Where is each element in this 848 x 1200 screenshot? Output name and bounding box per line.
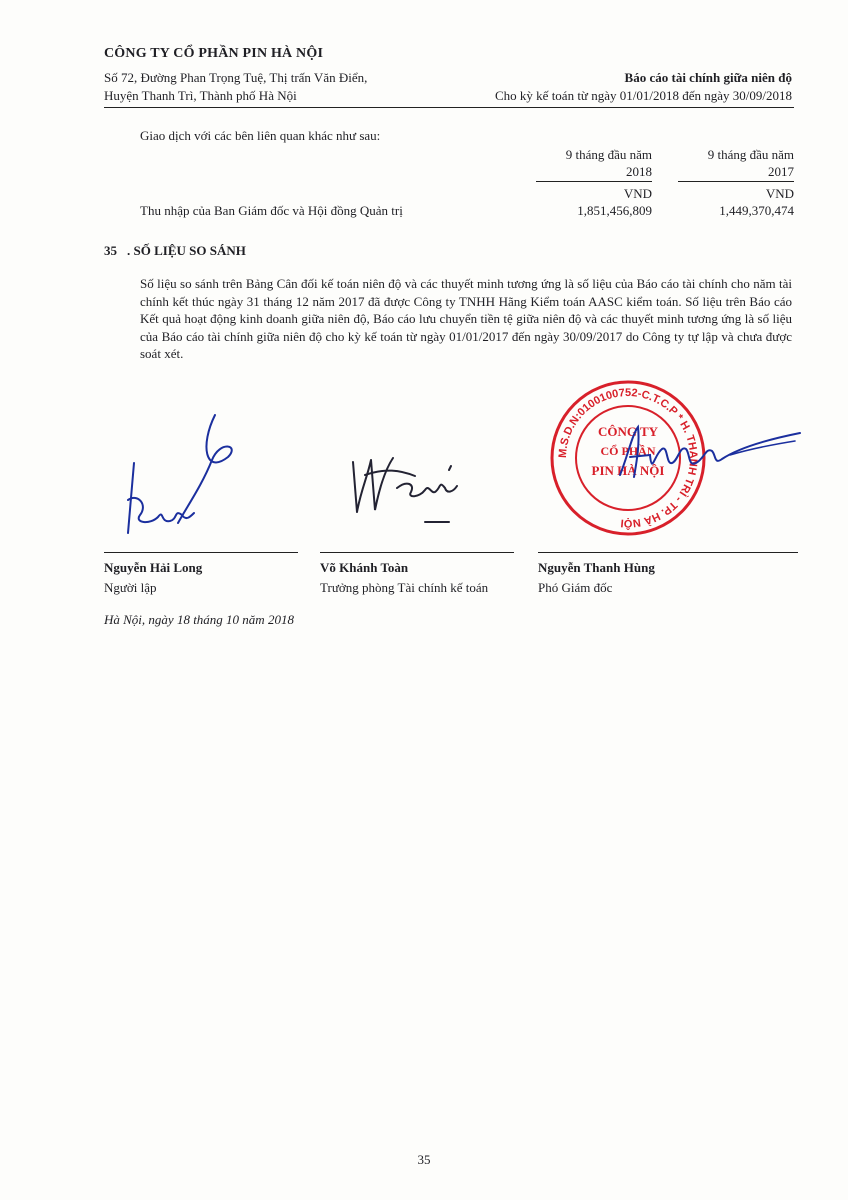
page-number: 35 (417, 1152, 431, 1167)
col2-underline (678, 181, 794, 182)
col1-currency: VND (623, 186, 652, 201)
stamp-ring-text: M.S.D.N:0100100752-C.T.C.P * H. THANH TRÌ - TP. HÀ NỘI (556, 386, 700, 530)
stamp-line1: CÔNG TY (597, 424, 659, 439)
section-number: 35 (104, 243, 117, 258)
stamp-line3: PIN HÀ NỘI (591, 463, 665, 478)
col2-heading: 9 tháng đầu năm (707, 147, 794, 162)
place-date: Hà Nội, ngày 18 tháng 10 năm 2018 (104, 612, 294, 627)
company-address-line2: Huyện Thanh Trì, Thành phố Hà Nội (104, 88, 297, 103)
row-value-2017: 1,449,370,474 (719, 203, 794, 218)
section-title: . SỐ LIỆU SO SÁNH (127, 243, 246, 258)
col1-underline (536, 181, 652, 182)
col2-currency: VND (765, 186, 794, 201)
related-party-intro: Giao dịch với các bên liên quan khác như sau: (140, 128, 381, 143)
row-label-income: Thu nhập của Ban Giám đốc và Hội đồng Quản trị (140, 203, 403, 218)
signatory-role-3: Phó Giám đốc (538, 580, 613, 595)
signatory-name-3: Nguyễn Thanh Hùng (538, 560, 655, 575)
signature-2 (345, 440, 475, 530)
col2-year: 2017 (768, 164, 794, 179)
company-name: CÔNG TY CỔ PHẦN PIN HÀ NỘI (104, 46, 324, 61)
company-address-line1: Số 72, Đường Phan Trọng Tuệ, Thị trấn Văn Điển, (104, 70, 368, 85)
signature-3 (610, 415, 805, 495)
signatory-name-2: Võ Khánh Toàn (320, 560, 409, 575)
report-title: Báo cáo tài chính giữa niên độ (624, 70, 792, 85)
signatory-role-1: Người lập (104, 580, 157, 595)
report-period: Cho kỳ kế toán từ ngày 01/01/2018 đến ngày 30/09/2018 (495, 88, 792, 103)
signatory-name-1: Nguyễn Hải Long (104, 560, 203, 575)
signature-line-1 (104, 552, 298, 553)
signature-line-2 (320, 552, 514, 553)
header-divider (104, 107, 794, 108)
col1-year: 2018 (626, 164, 652, 179)
signatory-role-2: Trưởng phòng Tài chính kế toán (320, 580, 489, 595)
col1-heading: 9 tháng đầu năm (565, 147, 652, 162)
row-value-2018: 1,851,456,809 (577, 203, 652, 218)
signature-line-3 (538, 552, 798, 553)
signature-1 (120, 405, 250, 540)
section-paragraph: Số liệu so sánh trên Bảng Cân đối kế toán niên độ và các thuyết minh tương ứng là số liệu của Báo cáo tài chính cho năm tài chính kết thúc ngày 31 tháng 12 năm 2017 đã được Công ty TNHH Hãng Kiểm toán AASC kiểm toán. Số liệu trên Báo cáo Kết quả hoạt động kinh doanh giữa niên độ, Báo cáo lưu chuyển tiền tệ giữa niên độ và các thuyết minh tương ứng là số liệu của Báo cáo tài chính giữa niên độ cho kỳ kế toán từ ngày 01/01/2017 đến ngày 30/09/2017 do Công ty tự lập và chưa được soát xét. (140, 276, 792, 361)
stamp-line2: CỔ PHẦN (600, 444, 656, 458)
